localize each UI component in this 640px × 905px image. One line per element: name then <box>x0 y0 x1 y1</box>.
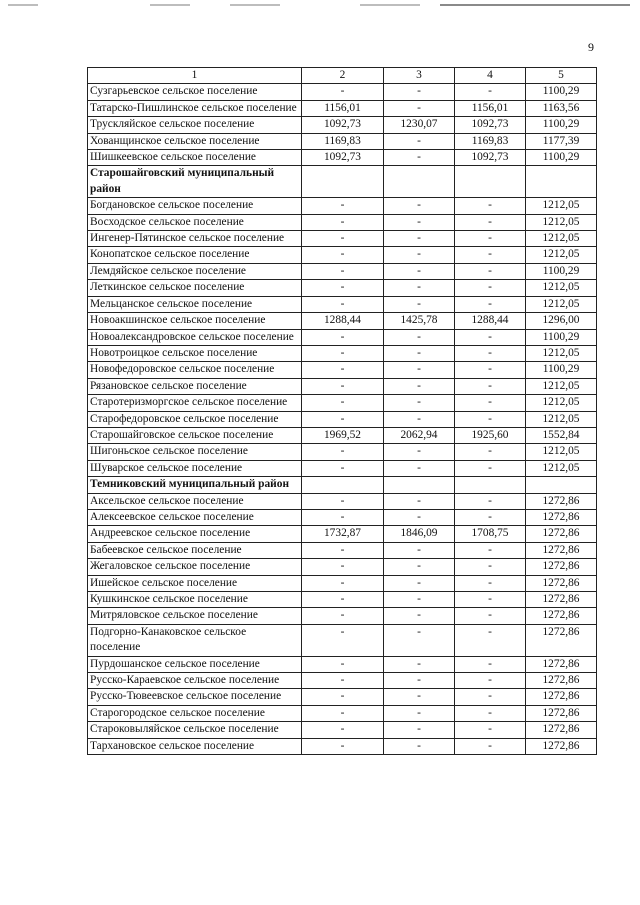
settlement-name-cell: Новоалександровское сельское поселение <box>88 329 302 345</box>
value-cell-col5 <box>526 477 597 493</box>
value-cell-col3: - <box>384 378 455 394</box>
table-row <box>88 198 597 214</box>
value-cell-col3: - <box>384 738 455 754</box>
value-cell-col5: 1212,05 <box>526 231 597 247</box>
table-row <box>88 100 597 116</box>
value-cell-col2: - <box>302 345 384 361</box>
value-cell-col3: - <box>384 263 455 279</box>
settlement-name-cell: Старошайговское сельское поселение <box>88 427 302 443</box>
value-cell-col4 <box>455 477 526 493</box>
table-row <box>88 362 597 378</box>
table-row <box>88 345 597 361</box>
settlement-name-cell: Старотеризморгское сельское поселение <box>88 395 302 411</box>
value-cell-col2: - <box>302 493 384 509</box>
settlement-name-cell: Новоакшинское сельское поселение <box>88 313 302 329</box>
settlement-name-cell: Староковыляйское сельское поселение <box>88 722 302 738</box>
table-row <box>88 509 597 525</box>
settlement-name-cell: Ишейское сельское поселение <box>88 575 302 591</box>
value-cell-col2: - <box>302 460 384 476</box>
value-cell-col2: - <box>302 395 384 411</box>
table-row <box>88 738 597 754</box>
value-cell-col2: - <box>302 542 384 558</box>
table-row <box>88 656 597 672</box>
table-row <box>88 592 597 608</box>
value-cell-col4: - <box>455 444 526 460</box>
value-cell-col3: - <box>384 689 455 705</box>
value-cell-col5: 1272,86 <box>526 705 597 721</box>
value-cell-col4: - <box>455 247 526 263</box>
settlement-name-cell: Лемдяйское сельское поселение <box>88 263 302 279</box>
value-cell-col4: - <box>455 722 526 738</box>
value-cell-col5: 1100,29 <box>526 84 597 100</box>
value-cell-col5: 1100,29 <box>526 329 597 345</box>
value-cell-col2: - <box>302 214 384 230</box>
settlement-name-cell: Бабеевское сельское поселение <box>88 542 302 558</box>
value-cell-col4: - <box>455 231 526 247</box>
value-cell-col3: - <box>384 133 455 149</box>
value-cell-col3: - <box>384 100 455 116</box>
settlement-name-cell: Алексеевское сельское поселение <box>88 509 302 525</box>
value-cell-col2: - <box>302 738 384 754</box>
settlement-name-cell: Темниковский муниципальный район <box>88 477 302 493</box>
value-cell-col5: 1212,05 <box>526 345 597 361</box>
value-cell-col5: 1272,86 <box>526 592 597 608</box>
value-cell-col2: 1969,52 <box>302 427 384 443</box>
value-cell-col4: - <box>455 214 526 230</box>
settlement-name-cell: Кушкинское сельское поселение <box>88 592 302 608</box>
settlement-name-cell: Татарско-Пишлинское сельское поселение <box>88 100 302 116</box>
scan-artifact-strip <box>0 0 640 10</box>
value-cell-col2: 1732,87 <box>302 526 384 542</box>
value-cell-col3: - <box>384 509 455 525</box>
value-cell-col2: - <box>302 263 384 279</box>
value-cell-col5: 1552,84 <box>526 427 597 443</box>
value-cell-col5: 1212,05 <box>526 378 597 394</box>
value-cell-col3 <box>384 477 455 493</box>
table-row <box>88 231 597 247</box>
value-cell-col4: 1156,01 <box>455 100 526 116</box>
value-cell-col5 <box>526 166 597 198</box>
value-cell-col2: - <box>302 247 384 263</box>
value-cell-col5: 1272,86 <box>526 673 597 689</box>
value-cell-col2: - <box>302 592 384 608</box>
table-row <box>88 117 597 133</box>
settlement-name-cell: Русско-Тювеевское сельское поселение <box>88 689 302 705</box>
value-cell-col2: - <box>302 378 384 394</box>
value-cell-col4: - <box>455 493 526 509</box>
value-cell-col4 <box>455 166 526 198</box>
value-cell-col3: - <box>384 722 455 738</box>
value-cell-col3: - <box>384 84 455 100</box>
value-cell-col3: - <box>384 329 455 345</box>
value-cell-col3: - <box>384 395 455 411</box>
column-header-2: 2 <box>302 68 384 84</box>
value-cell-col3: - <box>384 542 455 558</box>
table-section-row <box>88 477 597 493</box>
value-cell-col3: - <box>384 608 455 624</box>
table-row <box>88 705 597 721</box>
value-cell-col5: 1272,86 <box>526 526 597 542</box>
value-cell-col2: 1092,73 <box>302 117 384 133</box>
settlement-name-cell: Богдановское сельское поселение <box>88 198 302 214</box>
value-cell-col5: 1212,05 <box>526 296 597 312</box>
table-row <box>88 608 597 624</box>
value-cell-col5: 1272,86 <box>526 493 597 509</box>
value-cell-col4: - <box>455 542 526 558</box>
value-cell-col2: 1288,44 <box>302 313 384 329</box>
value-cell-col4: - <box>455 362 526 378</box>
settlement-name-cell: Русско-Караевское сельское поселение <box>88 673 302 689</box>
value-cell-col2 <box>302 166 384 198</box>
settlement-name-cell: Сузгарьевское сельское поселение <box>88 84 302 100</box>
value-cell-col4: - <box>455 689 526 705</box>
value-cell-col2: - <box>302 624 384 656</box>
settlement-name-cell: Старошайговский муниципальный район <box>88 166 302 198</box>
value-cell-col3: - <box>384 460 455 476</box>
value-cell-col4: 1169,83 <box>455 133 526 149</box>
value-cell-col4: 1288,44 <box>455 313 526 329</box>
value-cell-col2: 1169,83 <box>302 133 384 149</box>
value-cell-col2: - <box>302 84 384 100</box>
value-cell-col3: - <box>384 345 455 361</box>
value-cell-col4: - <box>455 592 526 608</box>
value-cell-col4: - <box>455 345 526 361</box>
value-cell-col4: - <box>455 263 526 279</box>
settlement-name-cell: Андреевское сельское поселение <box>88 526 302 542</box>
value-cell-col3: 1425,78 <box>384 313 455 329</box>
table-row <box>88 150 597 166</box>
value-cell-col4: - <box>455 378 526 394</box>
value-cell-col3: - <box>384 362 455 378</box>
value-cell-col2 <box>302 477 384 493</box>
table-row <box>88 427 597 443</box>
value-cell-col5: 1163,56 <box>526 100 597 116</box>
value-cell-col4: - <box>455 705 526 721</box>
value-cell-col4: - <box>455 460 526 476</box>
value-cell-col5: 1272,86 <box>526 656 597 672</box>
table-row <box>88 493 597 509</box>
value-cell-col3: - <box>384 296 455 312</box>
table-row <box>88 689 597 705</box>
table-row <box>88 313 597 329</box>
value-cell-col5: 1272,86 <box>526 608 597 624</box>
value-cell-col4: - <box>455 296 526 312</box>
table-row <box>88 444 597 460</box>
data-table <box>87 67 597 755</box>
value-cell-col4: - <box>455 673 526 689</box>
value-cell-col5: 1212,05 <box>526 198 597 214</box>
value-cell-col3: - <box>384 231 455 247</box>
column-header-1: 1 <box>88 68 302 84</box>
value-cell-col5: 1272,86 <box>526 509 597 525</box>
value-cell-col5: 1272,86 <box>526 542 597 558</box>
value-cell-col2: - <box>302 509 384 525</box>
value-cell-col4: 1092,73 <box>455 117 526 133</box>
table-row <box>88 575 597 591</box>
table-row <box>88 263 597 279</box>
value-cell-col3: 2062,94 <box>384 427 455 443</box>
table-row <box>88 214 597 230</box>
table-row <box>88 84 597 100</box>
table-row <box>88 460 597 476</box>
settlement-name-cell: Старофедоровское сельское поселение <box>88 411 302 427</box>
value-cell-col4: - <box>455 509 526 525</box>
value-cell-col2: - <box>302 329 384 345</box>
value-cell-col4: - <box>455 559 526 575</box>
value-cell-col4: - <box>455 84 526 100</box>
value-cell-col3: - <box>384 214 455 230</box>
table-row <box>88 296 597 312</box>
table-header-row <box>88 68 597 84</box>
value-cell-col2: 1092,73 <box>302 150 384 166</box>
table-row <box>88 411 597 427</box>
value-cell-col3: - <box>384 280 455 296</box>
value-cell-col3: - <box>384 656 455 672</box>
settlement-name-cell: Пурдошанское сельское поселение <box>88 656 302 672</box>
value-cell-col3: - <box>384 411 455 427</box>
value-cell-col2: - <box>302 296 384 312</box>
settlement-name-cell: Старогородское сельское поселение <box>88 705 302 721</box>
column-header-5: 5 <box>526 68 597 84</box>
value-cell-col5: 1296,00 <box>526 313 597 329</box>
value-cell-col4: - <box>455 624 526 656</box>
value-cell-col4: 1092,73 <box>455 150 526 166</box>
value-cell-col2: - <box>302 689 384 705</box>
value-cell-col5: 1212,05 <box>526 411 597 427</box>
value-cell-col2: - <box>302 231 384 247</box>
value-cell-col5: 1272,86 <box>526 575 597 591</box>
table-row <box>88 559 597 575</box>
settlement-name-cell: Леткинское сельское поселение <box>88 280 302 296</box>
value-cell-col3: - <box>384 198 455 214</box>
settlement-name-cell: Рязановское сельское поселение <box>88 378 302 394</box>
value-cell-col2: - <box>302 559 384 575</box>
value-cell-col4: 1925,60 <box>455 427 526 443</box>
value-cell-col5: 1212,05 <box>526 460 597 476</box>
value-cell-col2: - <box>302 673 384 689</box>
value-cell-col5: 1100,29 <box>526 117 597 133</box>
value-cell-col4: - <box>455 608 526 624</box>
settlement-name-cell: Новотроицкое сельское поселение <box>88 345 302 361</box>
table-row <box>88 395 597 411</box>
settlement-name-cell: Шишкеевское сельское поселение <box>88 150 302 166</box>
value-cell-col3: - <box>384 247 455 263</box>
value-cell-col5: 1272,86 <box>526 738 597 754</box>
table-row <box>88 378 597 394</box>
table-row <box>88 526 597 542</box>
table-section-row <box>88 166 597 198</box>
value-cell-col4: - <box>455 329 526 345</box>
value-cell-col3: 1846,09 <box>384 526 455 542</box>
value-cell-col2: - <box>302 444 384 460</box>
value-cell-col4: - <box>455 656 526 672</box>
value-cell-col3: - <box>384 624 455 656</box>
settlement-name-cell: Подгорно-Канаковское сельское поселение <box>88 624 302 656</box>
settlement-name-cell: Шигоньское сельское поселение <box>88 444 302 460</box>
value-cell-col5: 1272,86 <box>526 722 597 738</box>
value-cell-col5: 1212,05 <box>526 214 597 230</box>
value-cell-col5: 1177,39 <box>526 133 597 149</box>
value-cell-col2: - <box>302 656 384 672</box>
value-cell-col4: 1708,75 <box>455 526 526 542</box>
value-cell-col3: - <box>384 559 455 575</box>
value-cell-col3: - <box>384 575 455 591</box>
value-cell-col2: - <box>302 198 384 214</box>
value-cell-col3: - <box>384 592 455 608</box>
value-cell-col4: - <box>455 411 526 427</box>
settlement-name-cell: Восходское сельское поселение <box>88 214 302 230</box>
value-cell-col5: 1100,29 <box>526 362 597 378</box>
value-cell-col2: - <box>302 362 384 378</box>
value-cell-col3: - <box>384 705 455 721</box>
value-cell-col5: 1272,86 <box>526 689 597 705</box>
value-cell-col2: - <box>302 411 384 427</box>
settlement-name-cell: Новофедоровское сельское поселение <box>88 362 302 378</box>
settlement-name-cell: Хованщинское сельское поселение <box>88 133 302 149</box>
value-cell-col3: - <box>384 493 455 509</box>
value-cell-col2: - <box>302 722 384 738</box>
value-cell-col3: - <box>384 150 455 166</box>
column-header-4: 4 <box>455 68 526 84</box>
value-cell-col4: - <box>455 198 526 214</box>
table-row <box>88 247 597 263</box>
settlement-name-cell: Тархановское сельское поселение <box>88 738 302 754</box>
settlement-name-cell: Митряловское сельское поселение <box>88 608 302 624</box>
value-cell-col2: - <box>302 705 384 721</box>
value-cell-col3: - <box>384 444 455 460</box>
value-cell-col5: 1212,05 <box>526 247 597 263</box>
value-cell-col4: - <box>455 738 526 754</box>
value-cell-col5: 1272,86 <box>526 559 597 575</box>
table-row <box>88 722 597 738</box>
settlement-name-cell: Жегаловское сельское поселение <box>88 559 302 575</box>
value-cell-col5: 1212,05 <box>526 280 597 296</box>
table-row <box>88 329 597 345</box>
table-row <box>88 280 597 296</box>
value-cell-col5: 1272,86 <box>526 624 597 656</box>
value-cell-col3: - <box>384 673 455 689</box>
column-header-3: 3 <box>384 68 455 84</box>
value-cell-col5: 1100,29 <box>526 263 597 279</box>
value-cell-col2: - <box>302 608 384 624</box>
table-row <box>88 133 597 149</box>
value-cell-col4: - <box>455 395 526 411</box>
settlement-name-cell: Трускляйское сельское поселение <box>88 117 302 133</box>
table-row <box>88 542 597 558</box>
page-number: 9 <box>588 40 594 54</box>
value-cell-col4: - <box>455 575 526 591</box>
value-cell-col5: 1212,05 <box>526 444 597 460</box>
value-cell-col5: 1100,29 <box>526 150 597 166</box>
settlement-name-cell: Мельцанское сельское поселение <box>88 296 302 312</box>
settlement-name-cell: Конопатское сельское поселение <box>88 247 302 263</box>
value-cell-col3: 1230,07 <box>384 117 455 133</box>
table-row <box>88 624 597 656</box>
table-row <box>88 673 597 689</box>
settlement-name-cell: Ингенер-Пятинское сельское поселение <box>88 231 302 247</box>
value-cell-col2: - <box>302 575 384 591</box>
value-cell-col5: 1212,05 <box>526 395 597 411</box>
settlement-name-cell: Шуварское сельское поселение <box>88 460 302 476</box>
value-cell-col2: 1156,01 <box>302 100 384 116</box>
value-cell-col4: - <box>455 280 526 296</box>
value-cell-col3 <box>384 166 455 198</box>
settlement-name-cell: Аксельское сельское поселение <box>88 493 302 509</box>
value-cell-col2: - <box>302 280 384 296</box>
